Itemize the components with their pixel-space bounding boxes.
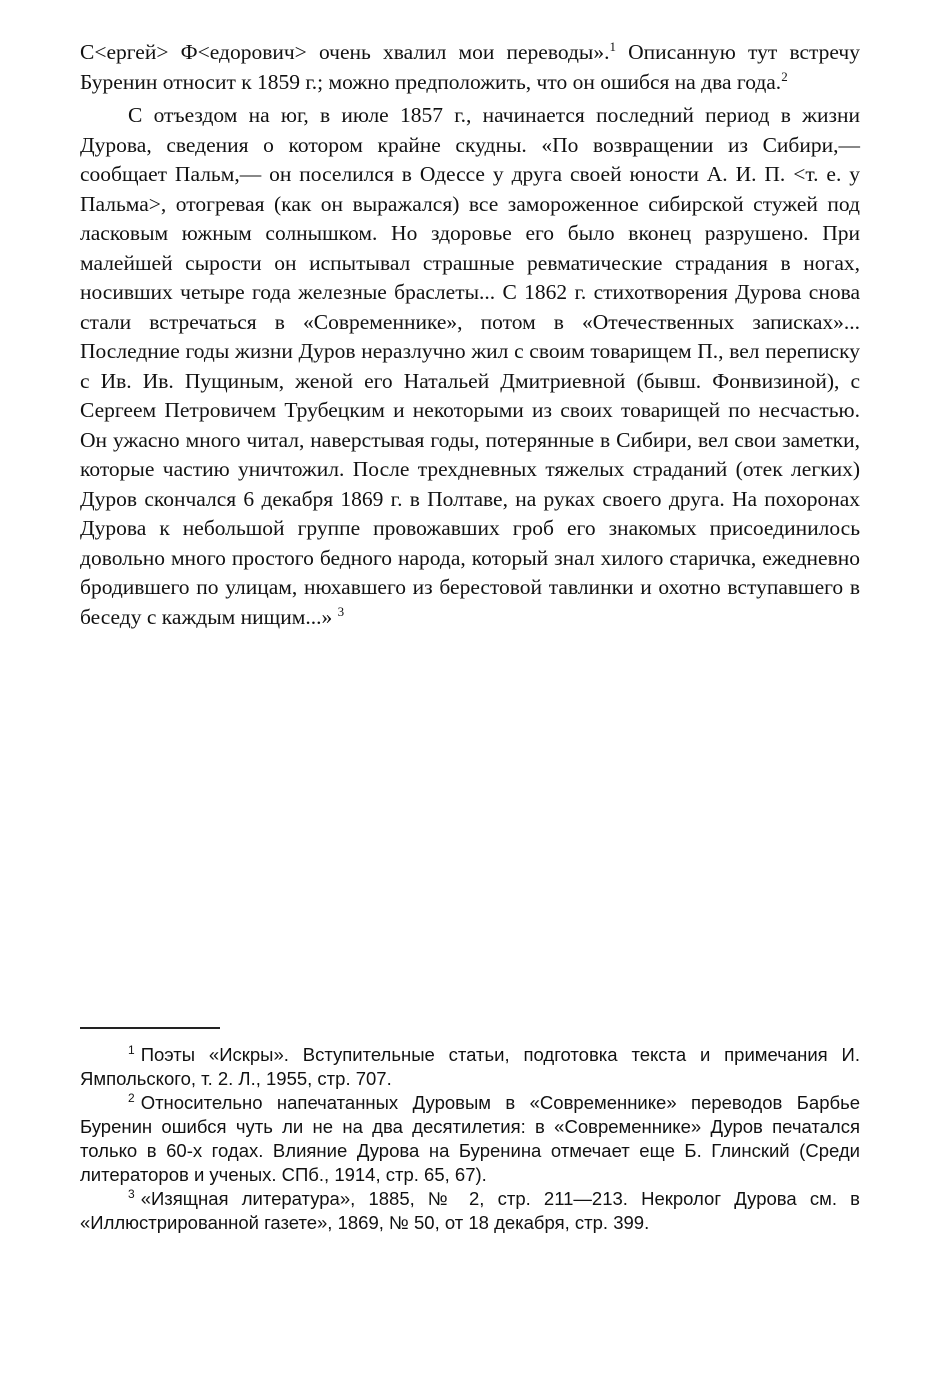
paragraph-1-tail: Описанную тут встречу Буренин относит к 1859 г.; можно предположить, что он ошибся на два года. [80, 40, 860, 94]
footnote-3-text: «Изящная литература», 1885, № 2, стр. 211—213. Некролог Дурова см. в «Иллюстрированной газете», 1869, № 50, от 18 декабря, стр. 399. [80, 1188, 860, 1233]
main-text [80, 38, 860, 632]
paragraph-1 [80, 38, 860, 97]
paragraph-1-text: С<ергей> Ф<едорович> очень хвалил мои переводы». [80, 40, 610, 64]
footnote-2-number: 2 [128, 1090, 135, 1105]
footnote-ref-2: 2 [781, 68, 788, 84]
footnote-1 [80, 1043, 860, 1091]
footnote-1-number: 1 [128, 1042, 135, 1057]
footnotes [80, 1043, 860, 1235]
footnote-2-text: Относительно напечатанных Дуровым в «Современнике» переводов Барбье Буренин ошибся чуть ли не на два десятилетия: в «Современнике» Дуров печатался только в 60-х годах. Влияние Дурова на Буренина отмечает еще Б. Глинский (Среди литераторов и ученых. СПб., 1914, стр. 65, 67). [80, 1092, 860, 1185]
footnote-3-number: 3 [128, 1186, 135, 1201]
footnote-2 [80, 1091, 860, 1187]
footnote-ref-1: 1 [609, 38, 616, 54]
paragraph-2 [80, 101, 860, 632]
footnote-1-text: Поэты «Искры». Вступительные статьи, подготовка текста и примечания И. Ямпольского, т. 2. Л., 1955, стр. 707. [80, 1044, 860, 1089]
footnote-ref-3: 3 [337, 603, 345, 619]
footnote-3 [80, 1187, 860, 1235]
paragraph-2-text: С отъездом на юг, в июле 1857 г., начинается последний период в жизни Дурова, сведения о котором крайне скудны. «По возвращении из Сибири,— сообщает Пальм,— он поселился в Одессе у друга своей юности А. И. П. <т. е. у Пальма>, отогревая (как он выражался) все замороженное сибирской стужей под ласковым южным солнышком. Но здоровье его было вконец разрушено. При малейшей сырости он испытывал страшные ревматические страдания в ногах, носивших четыре года железные браслеты... С 1862 г. стихотворения Дурова снова стали встречаться в «Современнике», потом в «Отечественных записках»... Последние годы жизни Дуров неразлучно жил с своим товарищем П., вел переписку с Ив. Ив. Пущиным, женой его Натальей Дмитриевной (бывш. Фонвизиной), с Сергеем Петровичем Трубецким и некоторыми из своих товарищей по несчастью. Он ужасно много читал, наверстывая годы, потерянные в Сибири, вел свои заметки, которые частию уничтожил. После трехдневных тяжелых страданий (отек легких) Дуров скончался 6 декабря 1869 г. в Полтаве, на руках своего друга. На похоронах Дурова к небольшой группе провожавших гроб его знакомых присоединилось довольно много простого бедного народа, который знал хилого старичка, ежедневно бродившего по улицам, нюхавшего из берестовой тавлинки и охотно вступавшего в беседу с каждым нищим...» [80, 103, 860, 629]
footnote-divider [80, 1027, 220, 1029]
